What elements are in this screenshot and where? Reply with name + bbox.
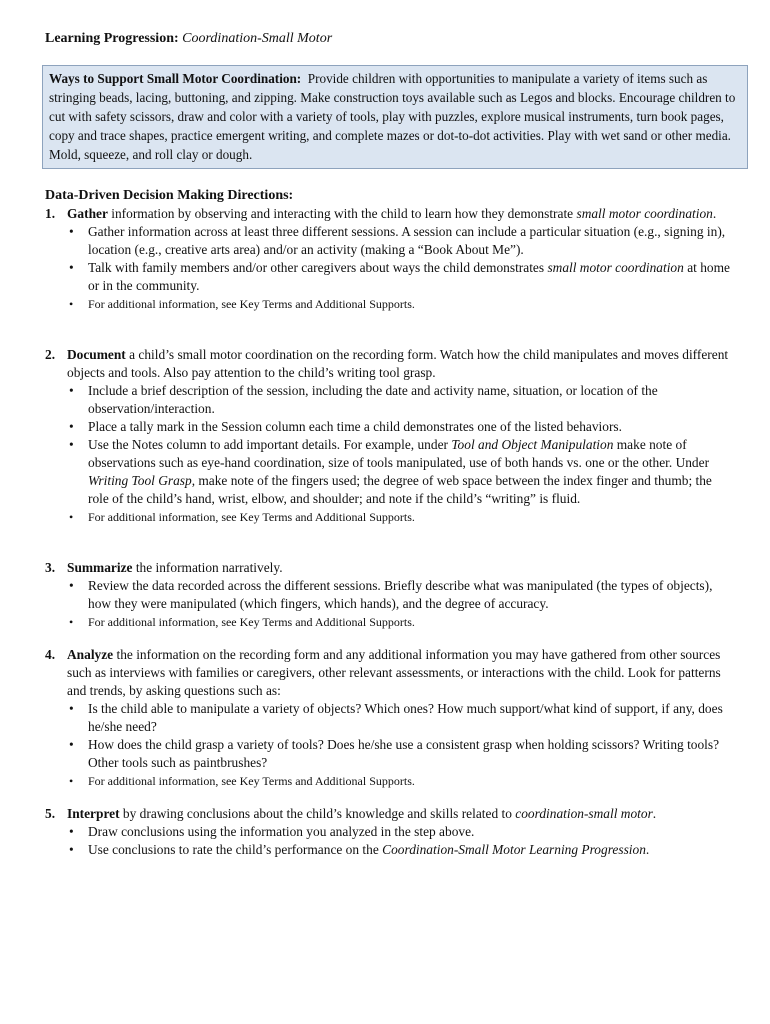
list-item-text: Include a brief description of the session, including the date and activity name, situation, or location of the observation/interaction. (88, 383, 658, 416)
step-document-main (45, 346, 735, 382)
list-item-text: at home or in the community. (88, 260, 730, 293)
list-item (45, 382, 735, 418)
step-summarize-main (45, 559, 735, 577)
step-analyze (45, 646, 735, 790)
list-item-text: , make note of the fingers used; the degree of web space between the index finger and thumb; the role of the child’s hand, wrist, elbow, and shoulder; and note if the child’s “writing” is fluid. (88, 473, 712, 506)
title-prefix: Learning Progression: (45, 31, 179, 46)
step-number: 1. (45, 206, 56, 221)
support-box-heading: Ways to Support Small Motor Coordination: (49, 71, 302, 86)
list-item-text: Is the child able to manipulate a variety of objects? Which ones? How much support/what kind of support, if any, does he/she need? (88, 701, 723, 734)
list-item (45, 841, 735, 859)
step-text: the information narratively. (135, 560, 283, 575)
list-item (45, 823, 735, 841)
step-interpret-main (45, 805, 735, 823)
list-item (45, 700, 735, 736)
step-interpret-bullets (45, 823, 735, 859)
list-item-text: Use the Notes column to add important details. For example, under (88, 437, 448, 452)
step-gather (45, 205, 735, 313)
step-number: 4. (45, 647, 56, 662)
list-item-text: How does the child grasp a variety of tools? Does he/she use a consistent grasp when holding scissors? Writing tools? Other tools such as paintbrushes? (88, 737, 720, 770)
page-title (45, 30, 332, 48)
step-gather-main (45, 205, 735, 223)
additional-info-text: For additional information, see Key Terms and Additional Supports. (88, 510, 415, 524)
title-topic: Coordination-Small Motor (182, 31, 333, 46)
list-item-text: Use conclusions to rate the child’s performance on the (88, 842, 379, 857)
step-end: . (652, 806, 657, 821)
step-term: coordination-small motor (515, 806, 653, 821)
list-item (45, 736, 735, 772)
support-box (42, 65, 748, 169)
step-verb: Gather (67, 206, 108, 221)
additional-info-item (45, 772, 735, 790)
additional-info-item (45, 508, 735, 526)
step-document (45, 346, 735, 526)
step-interpret (45, 805, 735, 859)
step-number: 3. (45, 560, 56, 575)
additional-info-text: For additional information, see Key Terms and Additional Supports. (88, 615, 415, 629)
support-box-text: Provide children with opportunities to manipulate a variety of items such as stringing beads, lacing, buttoning, and zipping. Make construction toys available such as Legos and blocks. Encourage children to cut with safety scissors, draw and color with a variety of tools, play with puzzles, explore musical instruments, turn book pages, copy and trace shapes, practice emergent writing, and complete mazes or dot-to-dot activities. Play with wet sand or other media. Mold, squeeze, and roll clay or dough. (49, 71, 736, 162)
list-item-text: Review the data recorded across the different sessions. Briefly describe what was manipulated (the types of objects), how they were manipulated (which fingers, which hands), and the degree of accuracy. (88, 578, 713, 611)
list-item-text: Gather information across at least three different sessions. A session can include a particular situation (e.g., signing in), location (e.g., creative arts area) and/or an activity (making a “Book About Me”). (88, 224, 726, 257)
list-item (45, 259, 735, 295)
step-analyze-main (45, 646, 735, 700)
directions-heading: Data-Driven Decision Making Directions: (45, 188, 294, 203)
list-item-text: . (645, 842, 650, 857)
list-item-term: small motor coordination (547, 260, 684, 275)
step-text: by drawing conclusions about the child’s knowledge and skills related to (122, 806, 512, 821)
list-item (45, 223, 735, 259)
step-end: . (712, 206, 717, 221)
list-item-text: Place a tally mark in the Session column each time a child demonstrates one of the listed behaviors. (88, 419, 622, 434)
step-term: small motor coordination (576, 206, 713, 221)
list-item-text: make note of observations such as eye-hand coordination, size of tools manipulated, use of both hands vs. one or the other. Under (88, 437, 710, 470)
additional-info-text: For additional information, see Key Terms and Additional Supports. (88, 774, 415, 788)
additional-info-item (45, 613, 735, 631)
step-number: 2. (45, 347, 56, 362)
step-text: information by observing and interacting with the child to learn how they demonstrate (111, 206, 574, 221)
step-text: the information on the recording form and any additional information you may have gathered from other sources such as interviews with families or caregivers, other relevant assessments, or interactions with the child. Look for patterns and trends, by asking questions such as: (67, 647, 721, 698)
list-item-text: Talk with family members and/or other caregivers about ways the child demonstrates (88, 260, 545, 275)
step-analyze-bullets (45, 700, 735, 790)
step-verb: Analyze (67, 647, 114, 662)
step-verb: Interpret (67, 806, 120, 821)
step-document-bullets (45, 382, 735, 526)
step-number: 5. (45, 806, 56, 821)
list-item (45, 418, 735, 436)
list-item-term: Coordination-Small Motor Learning Progression (382, 842, 646, 857)
list-item-term: Writing Tool Grasp (88, 473, 192, 488)
list-item-text: Draw conclusions using the information you analyzed in the step above. (88, 824, 475, 839)
additional-info-text: For additional information, see Key Terms and Additional Supports. (88, 297, 415, 311)
step-verb: Summarize (67, 560, 133, 575)
step-gather-bullets (45, 223, 735, 313)
list-item (45, 436, 735, 508)
additional-info-item (45, 295, 735, 313)
list-item (45, 577, 735, 613)
step-verb: Document (67, 347, 126, 362)
step-summarize-bullets (45, 577, 735, 631)
list-item-term: Tool and Object Manipulation (451, 437, 614, 452)
step-summarize (45, 559, 735, 631)
step-text: a child’s small motor coordination on the recording form. Watch how the child manipulates and moves different objects and tools. Also pay attention to the child’s writing tool grasp. (67, 347, 729, 380)
